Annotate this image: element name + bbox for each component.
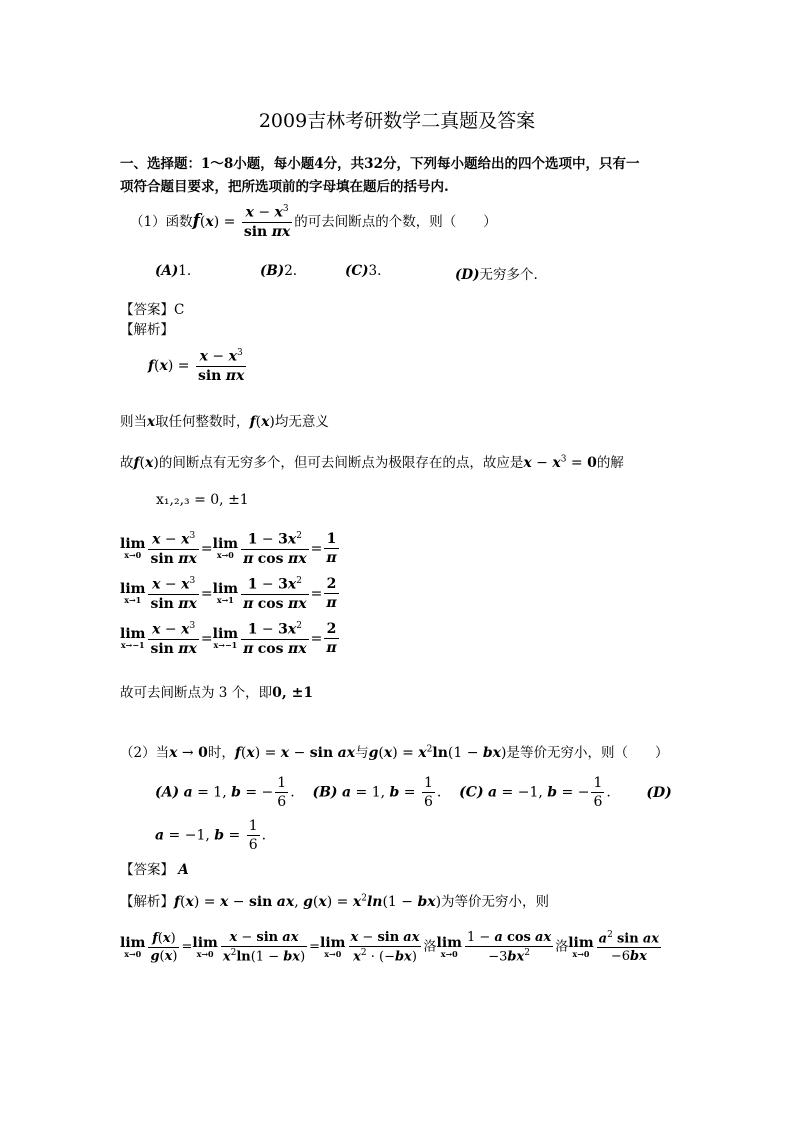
q1-answer-label: 【答案】 <box>120 302 174 318</box>
q2-option-a: (A) a = 1, b = − $\frac{1}{6}$ . <box>155 775 295 810</box>
q1-limit-x-1: lim x→−1 $\frac{x - x^3}{\text{sin πx}}$ = lim x→−1 $\frac{1 - 3x^2}{\text{π cos πx}}$ = $\frac{2}{\pi}$ <box>120 621 337 657</box>
q1-analysis-line-a: 则当x取任何整数时，f(x)均无意义 <box>120 414 329 430</box>
question-1-number: （1）函数 <box>130 213 193 230</box>
question-1-stem <box>130 204 497 240</box>
q1-option-b-value: 2. <box>284 263 298 279</box>
section-intro-line1: 一、选择题：1～8小题，每小题4分，共32分，下列每小题给出的四个选项中，只有一 <box>120 156 640 172</box>
q1-option-a <box>155 263 191 279</box>
q2-answer-value: A <box>178 862 189 878</box>
q2-options-line: (A) a = 1, b = − $\frac{1}{6}$ . (B) a = 1, b = $\frac{1}{6}$ . (C) a = −1, b = − $\frac{1}{6}$ . (D) <box>155 775 672 810</box>
q1-formula-f: f(x) = $\frac{x - x^3}{\text{sin πx}}$ <box>148 348 245 384</box>
q1-option-b-label: (B) <box>260 263 285 279</box>
q2-option-c: (C) a = −1, b = − $\frac{1}{6}$ . <box>459 775 611 810</box>
q1-option-d <box>455 263 538 283</box>
q1-limit-x0: lim x→0 $\frac{x - x^3}{\text{sin πx}}$ = lim x→0 $\frac{1 - 3x^2}{\text{π cos πx}}$ = $\frac{1}{\pi}$ <box>120 531 337 567</box>
q1-option-c-label: (C) <box>345 263 369 279</box>
question-1-stem-tail: 的可去间断点的个数，则（ ） <box>294 213 497 230</box>
q1-option-a-value: 1. <box>178 263 192 279</box>
q2-answer <box>120 858 189 878</box>
q1-answer <box>120 298 184 318</box>
q1-option-a-label: (A) <box>155 263 179 279</box>
q2-analysis: 【解析】f(x) = x − sin ax, $g(x) = x^2\ln(1 - bx)$为等价无穷小，则 <box>120 893 550 910</box>
page-title: 2009吉林考研数学二真题及答案 <box>258 110 536 132</box>
q1-roots: x₁,₂,₃ = 0, ±1 <box>156 492 249 508</box>
q1-function: f(x) = $\frac{x - x^3}{\text{sin πx}}$ <box>192 204 291 240</box>
question-2-stem: （2）当x → 0时，f(x) = x − sin ax与$g(x) = x^2\ln(1 - bx)$是等价无穷小，则（ ） <box>120 744 669 761</box>
q1-option-c <box>345 263 381 279</box>
q1-analysis-line-b: 故f(x)的间断点有无穷多个，但可去间断点为极限存在的点，故应是$x - x^3 = 0$的解 <box>120 454 624 471</box>
q1-limit-x1: lim x→1 $\frac{x - x^3}{\text{sin πx}}$ = lim x→1 $\frac{1 - 3x^2}{\text{π cos πx}}$ = $\frac{2}{\pi}$ <box>120 576 337 612</box>
section-intro-line2: 项符合题目要求，把所选项前的字母填在题后的括号内. <box>120 179 449 195</box>
q1-option-b <box>260 263 297 279</box>
q1-analysis-label: 【解析】 <box>120 322 174 338</box>
q1-answer-value: C <box>174 302 185 318</box>
q2-option-b: (B) a = 1, b = $\frac{1}{6}$ . <box>312 775 442 810</box>
q1-option-d-value: 无穷多个. <box>479 267 538 283</box>
q2-option-d: a = −1, b = $\frac{1}{6}$ . <box>155 818 267 853</box>
q2-limit-chain: lim x→0 $\frac{f(x)}{g(x)}$ = lim x→0 $\frac{\text{x − sin ax}}{x^2\ln(1 - bx)}$ = lim x→0 $\frac{\text{x − sin ax}}{x^2 \cdot (-bx)}$ 洛 lim x→0 $\frac{\text{1 − a cos ax}}{-3bx^2}$ 洛 lim x→0 $\frac{a^2 \sin ax}{-6bx}$ <box>120 930 660 965</box>
q2-answer-label: 【答案】 <box>120 862 174 878</box>
q1-option-d-label: (D) <box>455 267 480 283</box>
q1-option-c-value: 3. <box>368 263 382 279</box>
q1-conclusion: 故可去间断点为 3 个，即0, ±1 <box>120 685 314 701</box>
